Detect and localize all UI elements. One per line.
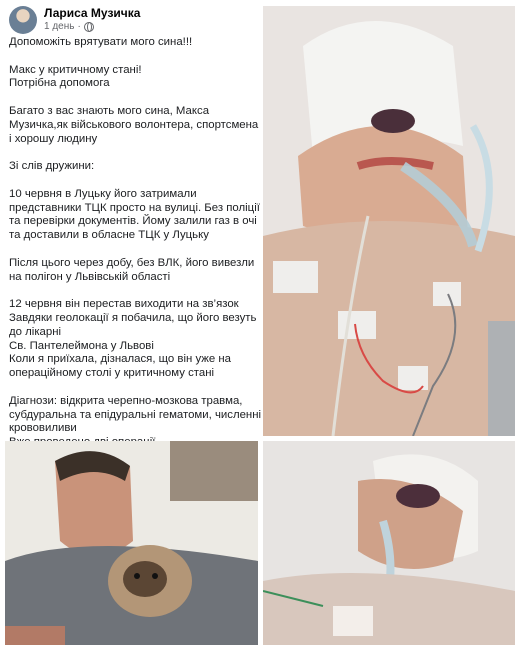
post-line: субдуральна та епідуральні гематоми, численні	[9, 408, 262, 421]
photo-hospital-bed[interactable]	[263, 6, 515, 436]
post-blank-line	[9, 284, 261, 298]
post-line: представники ТЦК просто на вулиці. Без поліції	[9, 201, 260, 214]
post-blank-line	[9, 381, 261, 395]
post-line: Діагнози: відкрита черепно-мозкова травма,	[9, 394, 243, 407]
post-line: і хорошу людину	[9, 132, 98, 145]
post-line: Після цього через добу, без ВЛК, його вивезли	[9, 256, 255, 269]
photo-man-with-dog[interactable]	[5, 441, 258, 645]
post-line: 10 червня в Луцьку його затримали	[9, 187, 197, 200]
post-line: Допоможіть врятувати мого сина!!!	[9, 36, 193, 48]
post-blank-line	[9, 243, 261, 257]
author-name[interactable]: Лариса Музичка	[44, 6, 141, 20]
post-line: 12 червня він перестав виходити на зв’язок	[9, 298, 239, 311]
post-line: Завдяки геолокації я побачила, що його везуть	[9, 311, 257, 324]
post-line: Музичка,як військового волонтера, спортсмена	[9, 118, 259, 131]
post-blank-line	[9, 146, 261, 160]
post-line: Багато з вас знають мого сина, Макса	[9, 104, 210, 117]
post-time[interactable]: 1 день	[44, 21, 75, 32]
photo-patient-intubated[interactable]	[263, 441, 515, 645]
author-avatar[interactable]	[9, 6, 37, 34]
post-line: Потрібна допомога	[9, 77, 110, 90]
meta-separator: ·	[77, 21, 81, 32]
post-line: Макс у критичному стані!	[9, 63, 142, 76]
post-meta	[44, 21, 94, 32]
post-line: крововиливи	[9, 422, 77, 435]
post-blank-line	[9, 91, 261, 105]
post-blank-line	[9, 174, 261, 188]
post-line: Коли я приїхала, дізналася, що він уже на	[9, 353, 232, 366]
post-line: та перевірки документів. Йому залили газ в очі	[9, 215, 257, 228]
post-line: Зі слів дружини:	[9, 160, 95, 173]
post-line: операційному столі у критичному стані	[9, 367, 215, 380]
post-text	[9, 36, 261, 478]
post-line: на полігон у Львівській області	[9, 270, 171, 283]
post-blank-line	[9, 50, 261, 64]
globe-icon	[84, 22, 94, 32]
post-line: Св. Пантелеймона у Львові	[9, 339, 154, 352]
post-line: та доставили в обласне ТЦК у Луцьку	[9, 229, 209, 242]
post-line: до лікарні	[9, 325, 62, 338]
